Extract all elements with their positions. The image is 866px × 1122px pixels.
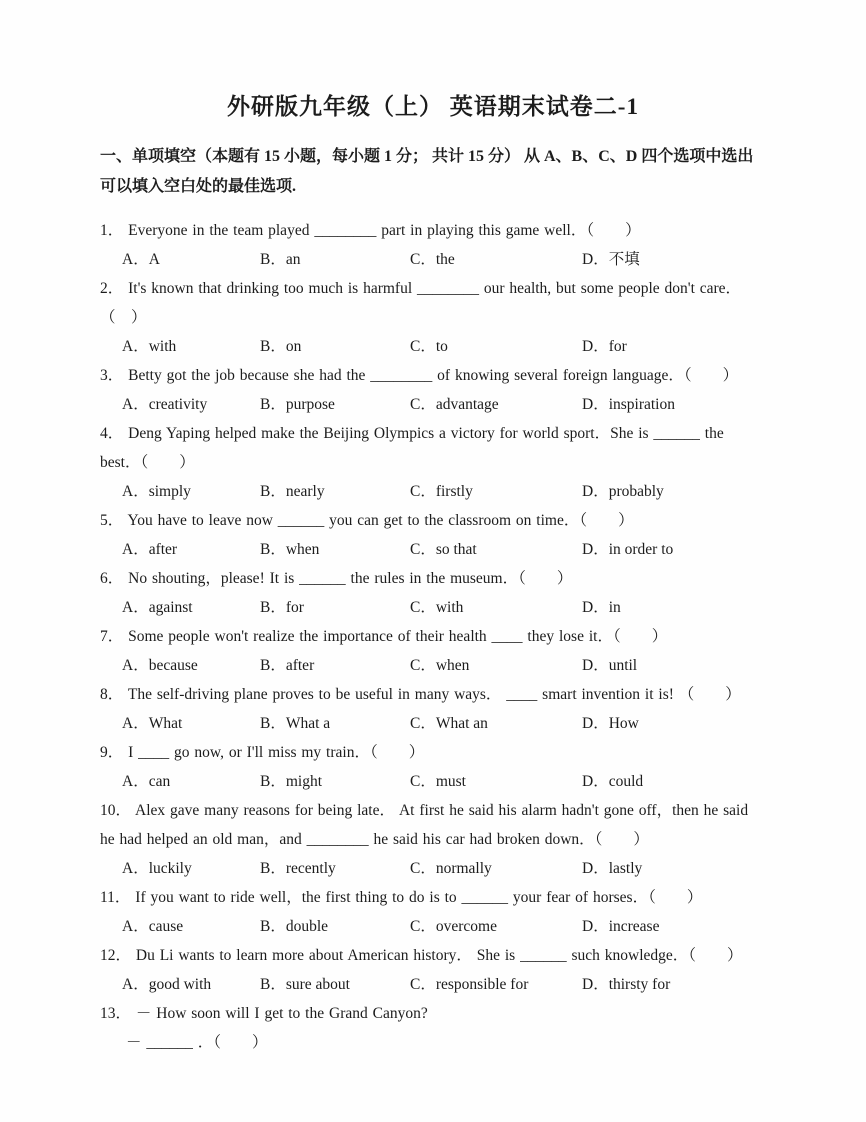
question-10-option-A: A．luckily [122, 860, 192, 877]
question-3-option-C: C．advantage [410, 396, 499, 413]
question-11-option-C: C．overcome [410, 918, 497, 935]
question-8-option-B: B．What a [260, 715, 331, 732]
question-13 [100, 999, 766, 1057]
question-9-option-B: B．might [260, 773, 323, 790]
question-5-option-B: B．when [260, 541, 320, 558]
question-12-option-B: B．sure about [260, 976, 350, 993]
question-2-option-D: D．for [582, 338, 627, 355]
question-6-text: 6． No shouting，please! It is ______ the rules in the museum．（ ） [100, 570, 573, 587]
question-8 [100, 680, 766, 738]
question-2-option-A: A．with [122, 338, 177, 355]
question-7-option-B: B．after [260, 657, 315, 674]
question-13-text-line2: － ______ ．（ ） [126, 1034, 268, 1051]
question-3-option-B: B．purpose [260, 396, 335, 413]
question-7 [100, 622, 766, 680]
question-9-option-C: C．must [410, 773, 466, 790]
question-7-option-C: C．when [410, 657, 470, 674]
question-5-option-C: C．so that [410, 541, 477, 558]
question-3-options [100, 390, 766, 419]
question-10-option-C: C．normally [410, 860, 492, 877]
question-7-option-A: A．because [122, 657, 198, 674]
question-6-option-A: A．against [122, 599, 193, 616]
question-7-text: 7． Some people won't realize the importance of their health ____ they lose it．（ ） [100, 628, 668, 645]
question-1-options [100, 245, 766, 274]
question-5 [100, 506, 766, 564]
question-5-option-D: D．in order to [582, 541, 674, 558]
question-11-option-A: A．cause [122, 918, 184, 935]
question-4-option-B: B．nearly [260, 483, 325, 500]
question-9-option-D: D．could [582, 773, 644, 790]
question-2-options [100, 332, 766, 361]
question-4-text: 4． Deng Yaping helped make the Beijing Olympics a victory for world sport．She is ______ the best．（ ） [100, 425, 724, 471]
question-10-options [100, 854, 766, 883]
question-1-text: 1． Everyone in the team played ________ part in playing this game well．（ ） [100, 222, 641, 239]
question-11-option-D: D．increase [582, 918, 660, 935]
question-9-options [100, 767, 766, 796]
question-4-options [100, 477, 766, 506]
question-7-option-D: D．until [582, 657, 638, 674]
question-12-option-C: C．responsible for [410, 976, 529, 993]
question-8-option-D: D．How [582, 715, 639, 732]
question-1-option-B: B．an [260, 251, 301, 268]
question-1-option-C: C．the [410, 251, 455, 268]
question-12-option-A: A．good with [122, 976, 212, 993]
question-2-option-B: B．on [260, 338, 302, 355]
question-2-option-C: C．to [410, 338, 448, 355]
question-1-option-A: A．A [122, 251, 160, 268]
question-7-options [100, 651, 766, 680]
question-10 [100, 796, 766, 883]
question-6-option-C: C．with [410, 599, 464, 616]
question-3-text: 3． Betty got the job because she had the ________ of knowing several foreign language．（ ） [100, 367, 739, 384]
question-1-option-D: D．不填 [582, 251, 640, 268]
question-10-option-B: B．recently [260, 860, 336, 877]
question-2-text: 2． It's known that drinking too much is harmful ________ our health, but some people don't care．（ ） [100, 280, 742, 326]
question-4-option-D: D．probably [582, 483, 664, 500]
question-12 [100, 941, 766, 999]
question-8-option-A: A．What [122, 715, 183, 732]
question-6-options [100, 593, 766, 622]
question-12-options [100, 970, 766, 999]
section-instructions: 一、单项填空（本题有 15 小题，每小题 1 分； 共计 15 分） 从 A、B、C、D 四个选项中选出可以填入空白处的最佳选项. [100, 148, 754, 195]
question-6 [100, 564, 766, 622]
question-5-options [100, 535, 766, 564]
question-11 [100, 883, 766, 941]
question-8-options [100, 709, 766, 738]
question-1 [100, 216, 766, 274]
question-9-text: 9． I ____ go now, or I'll miss my train．（ ） [100, 744, 425, 761]
question-4-option-A: A．simply [122, 483, 191, 500]
question-8-text: 8． The self-driving plane proves to be useful in many ways． ____ smart invention it is! （ ） [100, 686, 741, 703]
question-10-text: 10． Alex gave many reasons for being late． At first he said his alarm hadn't gone off，then he said he had helped an old man，and ________ he said his car had broken down．（ ） [100, 802, 749, 848]
question-5-text: 5． You have to leave now ______ you can get to the classroom on time．（ ） [100, 512, 634, 529]
question-12-text: 12． Du Li wants to learn more about American history． She is ______ such knowledge．（ ） [100, 947, 743, 964]
question-4 [100, 419, 766, 506]
question-5-option-A: A．after [122, 541, 178, 558]
question-6-option-D: D．in [582, 599, 621, 616]
question-list [100, 216, 766, 1057]
question-2 [100, 274, 766, 361]
question-3 [100, 361, 766, 419]
question-12-option-D: D．thirsty for [582, 976, 671, 993]
page-title: 外研版九年级（上） 英语期末试卷二-1 [227, 94, 639, 119]
question-3-option-D: D．inspiration [582, 396, 675, 413]
question-13-text: 13． － How soon will I get to the Grand Canyon? [100, 1005, 428, 1022]
question-6-option-B: B．for [260, 599, 304, 616]
question-9 [100, 738, 766, 796]
question-8-option-C: C．What an [410, 715, 488, 732]
question-9-option-A: A．can [122, 773, 171, 790]
question-3-option-A: A．creativity [122, 396, 208, 413]
question-4-option-C: C．firstly [410, 483, 473, 500]
question-11-text: 11． If you want to ride well，the first thing to do is to ______ your fear of horses．（ ） [100, 889, 703, 906]
question-10-option-D: D．lastly [582, 860, 643, 877]
question-11-option-B: B．double [260, 918, 329, 935]
question-11-options [100, 912, 766, 941]
